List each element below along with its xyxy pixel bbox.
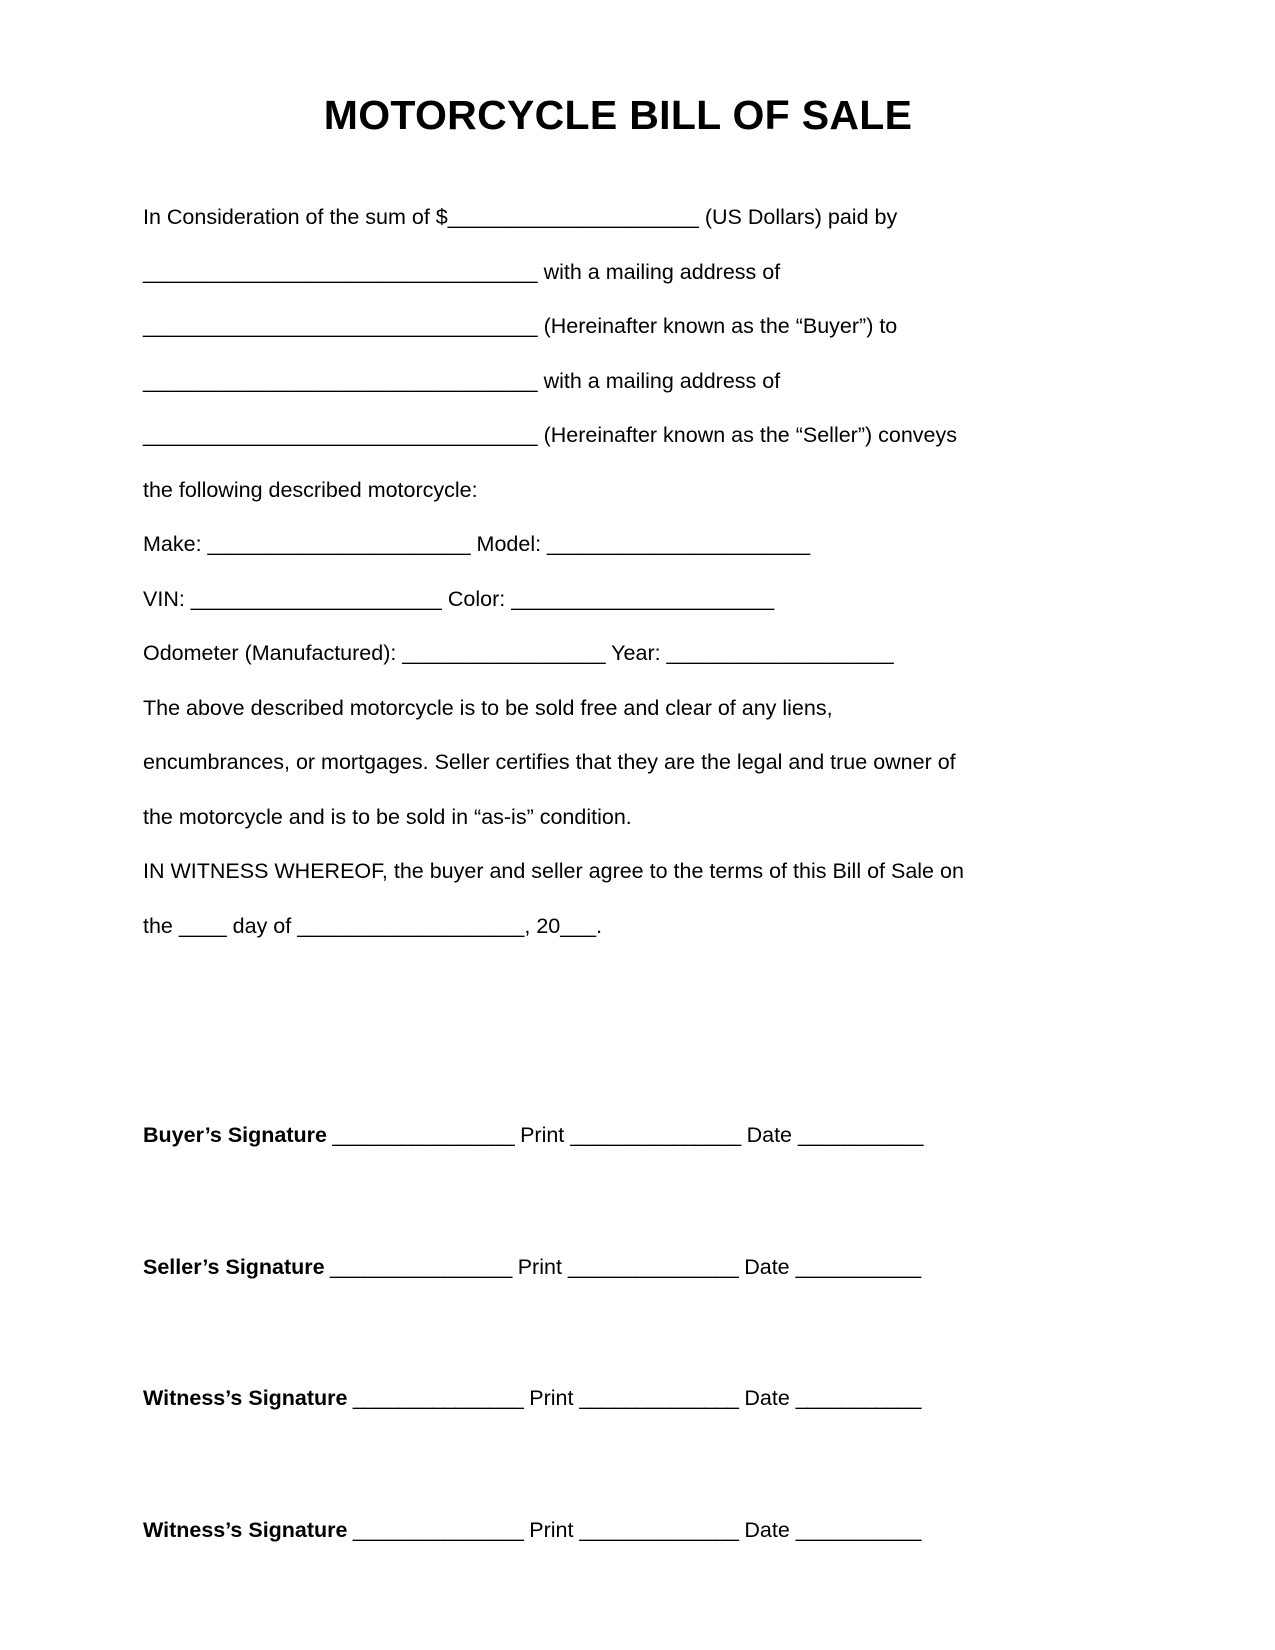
- seller-signature-label: Seller’s Signature: [143, 1254, 325, 1279]
- buyer-signature-row: [143, 1125, 1093, 1147]
- witness-two-signature-row: [143, 1517, 1093, 1542]
- buyer-print-blank[interactable]: _______________: [570, 1123, 741, 1148]
- witness-one-print-blank[interactable]: ______________: [579, 1386, 739, 1411]
- form-body: [143, 190, 1093, 953]
- buyer-date-blank[interactable]: ___________: [797, 1123, 923, 1148]
- liens-line-3: the motorcycle and is to be sold in “as-is” condition.: [143, 804, 632, 829]
- witness-one-date-blank[interactable]: ___________: [795, 1386, 921, 1411]
- buyer-signature-label: Buyer’s Signature: [143, 1123, 327, 1148]
- liens-line-1: The above described motorcycle is to be sold free and clear of any liens,: [143, 695, 833, 720]
- seller-signature-blank[interactable]: ________________: [324, 1254, 512, 1279]
- signature-block: [143, 1015, 1093, 1541]
- buyer-date-label: Date: [740, 1123, 798, 1148]
- witness-two-signature-blank[interactable]: _______________: [347, 1517, 524, 1542]
- signature-spacer: [143, 1410, 1093, 1520]
- seller-date-blank[interactable]: ___________: [795, 1254, 921, 1279]
- liens-line-2: encumbrances, or mortgages. Seller certifies that they are the legal and true owner of: [143, 750, 956, 775]
- signature-spacer: [143, 1015, 1093, 1125]
- witness-one-date-label: Date: [738, 1386, 796, 1411]
- witness-two-signature-label: Witness’s Signature: [143, 1517, 348, 1542]
- witness-two-date-blank[interactable]: ___________: [795, 1517, 921, 1542]
- day-of-line: the ____ day of ___________________, 20___.: [143, 913, 603, 938]
- buyer-name-line: _________________________________ with a mailing address of: [143, 259, 781, 284]
- document-content: [143, 0, 1093, 1541]
- described-motorcycle-intro: the following described motorcycle:: [143, 477, 478, 502]
- witness-one-print-label: Print: [523, 1386, 580, 1411]
- seller-signature-row: [143, 1254, 1093, 1279]
- buyer-print-label: Print: [514, 1123, 571, 1148]
- witness-one-signature-row: [143, 1388, 1093, 1410]
- odometer-year-line: Odometer (Manufactured): _________________ Year: ___________________: [143, 641, 894, 666]
- seller-date-label: Date: [738, 1254, 796, 1279]
- witness-whereof-line: IN WITNESS WHEREOF, the buyer and seller agree to the terms of this Bill of Sale on: [143, 859, 964, 884]
- buyer-signature-blank[interactable]: ________________: [327, 1123, 515, 1148]
- witness-two-print-label: Print: [523, 1517, 580, 1542]
- witness-two-print-blank[interactable]: ______________: [579, 1517, 739, 1542]
- witness-one-signature-label: Witness’s Signature: [143, 1386, 348, 1411]
- seller-print-label: Print: [511, 1254, 568, 1279]
- buyer-address-line: _________________________________ (Hereinafter known as the “Buyer”) to: [143, 314, 898, 339]
- seller-address-line: _________________________________ (Hereinafter known as the “Seller”) conveys: [143, 423, 958, 448]
- consideration-line: In Consideration of the sum of $_____________________ (US Dollars) paid by: [143, 205, 898, 230]
- page-title: MOTORCYCLE BILL OF SALE: [323, 92, 913, 138]
- signature-spacer: [143, 1278, 1093, 1388]
- witness-one-signature-blank[interactable]: _______________: [347, 1386, 524, 1411]
- seller-name-line: _________________________________ with a mailing address of: [143, 368, 781, 393]
- witness-two-date-label: Date: [738, 1517, 796, 1542]
- make-model-line: Make: ______________________ Model: ______________________: [143, 532, 811, 557]
- signature-spacer: [143, 1147, 1093, 1257]
- vin-color-line: VIN: _____________________ Color: ______________________: [143, 586, 775, 611]
- seller-print-blank[interactable]: _______________: [567, 1254, 739, 1279]
